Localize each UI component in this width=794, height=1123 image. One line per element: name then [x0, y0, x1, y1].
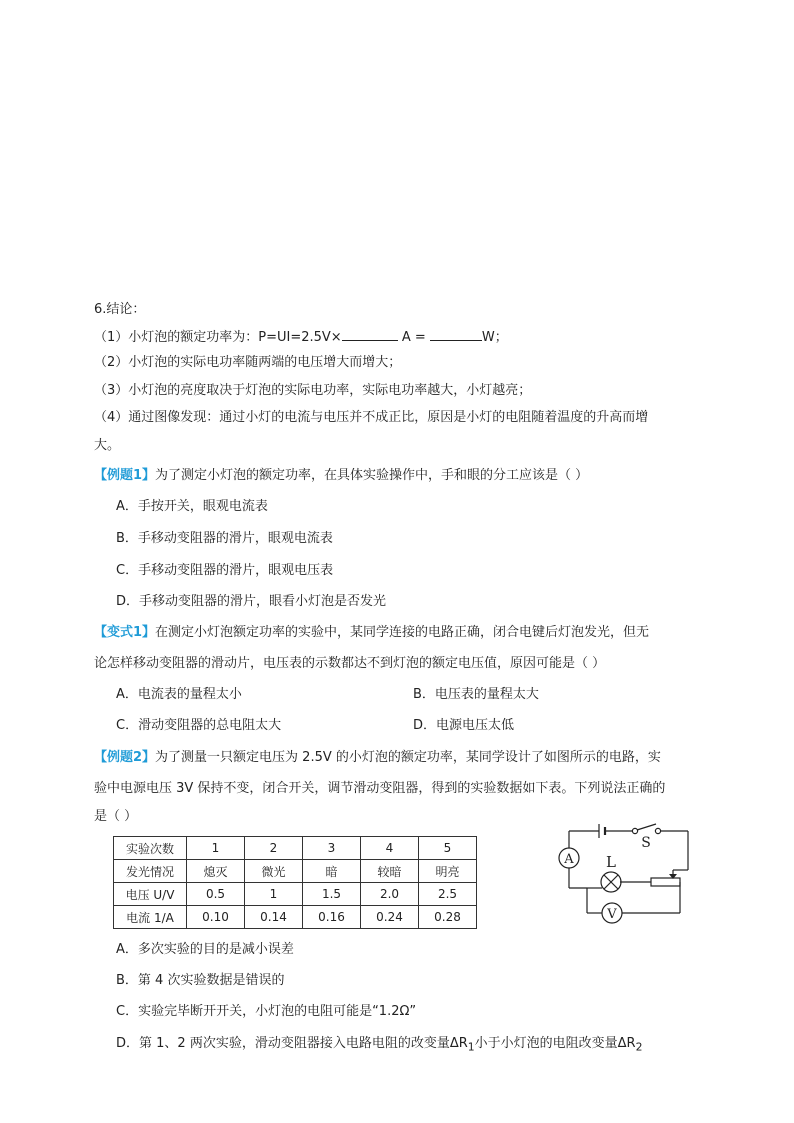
variant1-option-a: A．电流表的量程太小	[116, 687, 242, 702]
conclusion-item-4: （4）通过图像发现：通过小灯的电流与电压并不成正比，原因是小灯的电阻随着温度的升高而增	[94, 410, 649, 425]
table-cell: 0.16	[303, 906, 361, 929]
table-cell: 2	[245, 837, 303, 860]
example1-option-b: B．手移动变阻器的滑片，眼观电流表	[116, 531, 333, 546]
table-cell: 电压 U/V	[114, 883, 187, 906]
conclusion-item-1-mid: A =	[401, 330, 426, 345]
table-row	[114, 860, 477, 883]
table-cell: 明亮	[419, 860, 477, 883]
table-cell: 发光情况	[114, 860, 187, 883]
battery-icon	[599, 824, 605, 838]
lamp-icon	[601, 872, 621, 892]
variant1-option-c: C．滑动变阻器的总电阻太大	[116, 718, 282, 733]
table-cell: 0.5	[187, 883, 245, 906]
delta-r-subscript-2: 2	[635, 1040, 643, 1054]
table-cell: 5	[419, 837, 477, 860]
table-cell: 2.0	[361, 883, 419, 906]
variant1-option-d: D．电源电压太低	[413, 718, 515, 733]
table-cell: 0.24	[361, 906, 419, 929]
table-row	[114, 906, 477, 929]
table-cell: 微光	[245, 860, 303, 883]
example1-option-a: A．手按开关，眼观电流表	[116, 499, 268, 514]
table-cell: 1	[187, 837, 245, 860]
table-row	[114, 883, 477, 906]
example2-question-line3: 是（ ）	[94, 809, 138, 824]
conclusion-item-1-prefix: （1）小灯泡的额定功率为：P=UI=2.5V×	[94, 330, 342, 345]
example2-question-line2: 验中电源电压 3V 保持不变，闭合开关，调节滑动变阻器，得到的实验数据如下表。下列说法正确的	[94, 781, 666, 796]
variant1-option-b: B．电压表的量程太大	[413, 687, 539, 702]
experiment-data-table	[113, 836, 477, 929]
example2-option-d-text-a: D．第 1、2 两次实验，滑动变阻器接入电路电阻的改变量ΔR	[116, 1036, 468, 1051]
table-cell: 较暗	[361, 860, 419, 883]
table-cell: 3	[303, 837, 361, 860]
example2-option-b: B．第 4 次实验数据是错误的	[116, 973, 285, 988]
table-cell: 4	[361, 837, 419, 860]
circuit-diagram	[550, 822, 700, 940]
example2-tag: 【例题2】	[94, 750, 156, 765]
variant1-question-text: 在测定小灯泡额定功率的实验中，某同学连接的电路正确，闭合电键后灯泡发光，但无	[155, 625, 650, 640]
example1-question	[94, 466, 588, 486]
table-cell: 熄灭	[187, 860, 245, 883]
example1-option-d: D．手移动变阻器的滑片，眼看小灯泡是否发光	[116, 594, 387, 609]
example2-question-line1	[94, 748, 661, 768]
voltmeter-label: V	[607, 907, 617, 922]
variant1-question-line1	[94, 623, 649, 643]
table-cell: 1	[245, 883, 303, 906]
table-cell: 2.5	[419, 883, 477, 906]
delta-r-subscript-1: 1	[467, 1040, 475, 1054]
switch-icon	[632, 824, 660, 834]
conclusion-item-1-suffix: W；	[481, 330, 508, 345]
table-cell: 0.14	[245, 906, 303, 929]
switch-label: S	[641, 835, 651, 851]
rheostat-icon	[651, 878, 680, 886]
example1-question-text: 为了测定小灯泡的额定功率，在具体实验操作中，手和眼的分工应该是（ ）	[155, 468, 589, 483]
table-cell: 电流 1/A	[114, 906, 187, 929]
conclusion-item-2: （2）小灯泡的实际电功率随两端的电压增大而增大；	[94, 355, 402, 370]
table-cell: 0.28	[419, 906, 477, 929]
table-cell: 暗	[303, 860, 361, 883]
example2-option-d	[116, 1034, 642, 1058]
ammeter-label: A	[564, 852, 574, 867]
table-cell: 1.5	[303, 883, 361, 906]
variant1-tag: 【变式1】	[94, 625, 156, 640]
conclusion-item-1	[94, 326, 508, 348]
variant1-question-line2: 论怎样移动变阻器的滑动片，电压表的示数都达不到灯泡的额定电压值，原因可能是（ ）	[94, 656, 606, 671]
table-row	[114, 837, 477, 860]
answer-blank-current[interactable]	[342, 326, 398, 341]
answer-blank-power[interactable]	[430, 326, 482, 341]
example2-option-d-text-b: 小于小灯泡的电阻改变量ΔR	[474, 1036, 636, 1051]
example1-tag: 【例题1】	[94, 468, 156, 483]
example2-option-a: A．多次实验的目的是减小误差	[116, 942, 294, 957]
conclusion-item-3: （3）小灯泡的亮度取决于灯泡的实际电功率，实际电功率越大，小灯越亮；	[94, 383, 532, 398]
table-cell: 0.10	[187, 906, 245, 929]
table-cell: 实验次数	[114, 837, 187, 860]
lamp-label: L	[606, 853, 616, 871]
example2-option-c: C．实验完毕断开开关，小灯泡的电阻可能是“1.2Ω”	[116, 1004, 417, 1019]
example1-option-c: C．手移动变阻器的滑片，眼观电压表	[116, 563, 334, 578]
conclusion-heading: 6.结论：	[94, 302, 146, 317]
conclusion-item-4-cont: 大。	[94, 438, 121, 453]
example2-question-text: 为了测量一只额定电压为 2.5V 的小灯泡的额定功率，某同学设计了如图所示的电路，实	[155, 750, 661, 765]
